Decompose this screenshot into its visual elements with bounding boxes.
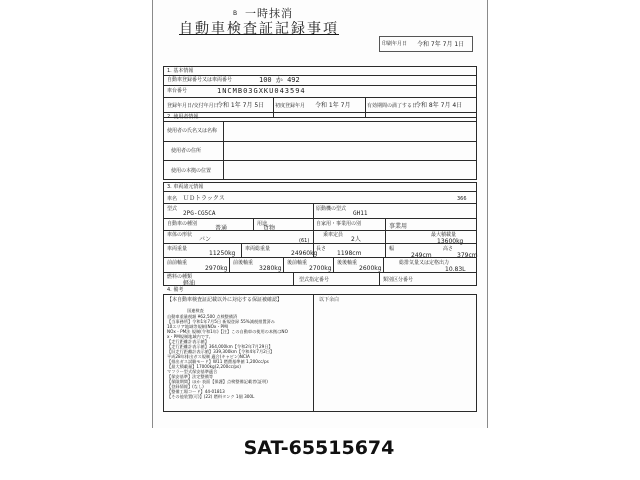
remarks-line: NOx・PM法 規制(令和1年)【注】この自動車の使用の本拠はNO (167, 329, 288, 334)
front-rear-axle-value: 3280kg (259, 265, 282, 272)
remarks-line: 【走行距離計表示値】364,000km【令和2年7月29日】 (167, 344, 273, 349)
engine-label: 原動機の型式 (316, 206, 347, 212)
remarks-line: 【登録情報】(なし) (167, 384, 204, 389)
rear-front-axle-value: 2700kg (309, 265, 332, 272)
user-address-label: 使用者の住所 (171, 148, 202, 154)
remarks-line: 10エリア地域等規制(NOx・PM) (167, 324, 229, 329)
stock-code: SAT-65515674 (240, 430, 398, 466)
remarks-line: 【排出ガス試験モード】W11 燃費基準値 1,200cc/ps (167, 359, 269, 364)
remarks-line: x・PM規制地域内です。 (167, 334, 213, 339)
vehicle-class-label: 自動車の種別 (167, 221, 198, 227)
fuel-type-value: 軽油 (183, 280, 196, 287)
gross-weight-value: 24960kg (291, 250, 318, 257)
registration-document-page (152, 0, 488, 428)
vehicle-class-value: 普通 (215, 225, 228, 232)
model-value: 2PG-CG5CA (183, 210, 216, 217)
cancel-title: 一時抹消 (245, 7, 293, 20)
remarks-line: 【保険期間】ほか 表面【保護】点検整備記載者(証明) (167, 379, 268, 384)
remarks-line: 平成28年排出ガス規制 適合(キャビン)NCIA (167, 354, 250, 359)
model-label: 型式 (167, 206, 178, 212)
front-front-axle-label: 前前軸重 (167, 260, 188, 266)
displacement-value: 10.83L (445, 266, 466, 273)
form-badge: B (233, 10, 238, 17)
max-load-label: 最大積載量 (431, 232, 457, 238)
user-info-title: 2. 使用者情報 (167, 114, 199, 120)
remarks-line: 【走行距離計表示値】 (167, 339, 209, 344)
remarks-line: 【その他装置(可)】(22) 燃料タンク 1個 300L (167, 394, 255, 399)
private-business-value: 事業用 (389, 223, 408, 230)
remarks-line: 【当事務所】令和1年7月5日 新規登録 55%減税措置済み (167, 319, 275, 324)
registration-number-value: 100 か 492 (259, 76, 300, 84)
max-load-value: 13600kg (437, 238, 464, 245)
side-number: 366 (457, 196, 467, 202)
capacity-label: 乗車定員 (323, 232, 344, 238)
length-value: 1198cm (337, 250, 362, 257)
remarks-line: マフラー型式保安基準適合 (167, 369, 218, 374)
user-name-label: 使用者の氏名又は名称 (167, 128, 218, 134)
remarks-title: 4. 備考 (167, 287, 184, 293)
first-registration-label: 登録年月日/交付年月日 (167, 103, 219, 109)
height-value: 379cm (457, 252, 478, 259)
remarks-line: 【保安基準】法定整備等 (167, 374, 214, 379)
use-base-label: 使用の本拠の位置 (171, 168, 212, 174)
vehicle-weight-label: 車両重量 (167, 246, 188, 252)
rear-rear-axle-value: 2600kg (359, 265, 382, 272)
remarks-line: 【整備工場コード】44-01813 (167, 389, 225, 394)
rear-front-axle-label: 後前軸重 (287, 260, 308, 266)
basic-info-title: 1. 基本情報 (167, 68, 194, 74)
first-date-label: 初度登録年月 (275, 103, 306, 109)
document-title: 自動車検査証記録事項 (179, 21, 339, 37)
vin-label: 車台番号 (167, 88, 188, 94)
displacement-label: 総排気量又は定格出力 (399, 260, 450, 266)
capacity-value: 2人 (351, 236, 361, 243)
class-number-label: 類別区分番号 (383, 277, 414, 283)
rear-rear-axle-label: 後後軸重 (337, 260, 358, 266)
print-date-value: 令和 7年 7月 1日 (417, 41, 465, 48)
remarks-line: 国連検査 (187, 308, 204, 313)
body-shape-label: 車体の形状 (167, 232, 193, 238)
registration-number-label: 自動車登録番号又は車両番号 (167, 77, 233, 83)
print-date-label: 印刷年月日 (382, 41, 408, 47)
first-registration-value: 令和 1年 7月 5日 (217, 102, 265, 109)
width-label: 幅 (389, 246, 395, 252)
length-label: 長さ (316, 246, 327, 252)
fuel-type-label: 燃料の種類 (167, 274, 193, 280)
use-value: 貨物 (263, 225, 276, 232)
basic-info-frame (163, 66, 477, 118)
maker-value: ＵＤトラックス (183, 195, 225, 202)
first-date-value: 令和 1年 7月 (315, 102, 351, 109)
model-sub-number: (61) (299, 238, 310, 244)
use-label: 用途 (257, 221, 268, 227)
remarks-line: 【最大積載量】17000kg(2,200cc/ps) (167, 364, 241, 369)
width-value: 249cm (411, 252, 432, 259)
maker-label: 車名 (167, 196, 178, 202)
expiry-value: 令和 8年 7月 4日 (415, 102, 463, 109)
engine-value: GH11 (353, 210, 368, 217)
height-label: 高さ (443, 246, 454, 252)
remarks-line: 自動車重量税額 ¥62,500 点検整備済 (167, 314, 238, 319)
front-front-axle-value: 2970kg (205, 265, 228, 272)
expiry-label: 有効期間の満了する日 (367, 103, 418, 109)
gross-weight-label: 車両総重量 (245, 246, 271, 252)
body-shape-value: バン (199, 236, 212, 243)
front-rear-axle-label: 前後軸重 (233, 260, 254, 266)
model-designation-label: 型式指定番号 (299, 277, 330, 283)
vin-value: 1NCMB03GXKU043594 (217, 87, 306, 95)
private-business-label: 自家用・事業用の別 (316, 221, 362, 227)
vehicle-spec-title: 3. 車両諸元情報 (167, 184, 204, 190)
remarks-subtitle: 【本自動車検査証記載以外に対応する保証被確認】 (167, 297, 283, 303)
remarks-line: 【旧走行距離計表示値】339,300km【令和4年7月2日】 (167, 349, 275, 354)
vehicle-weight-value: 11250kg (209, 250, 236, 257)
remarks-below-label: 以下余白 (319, 297, 340, 303)
